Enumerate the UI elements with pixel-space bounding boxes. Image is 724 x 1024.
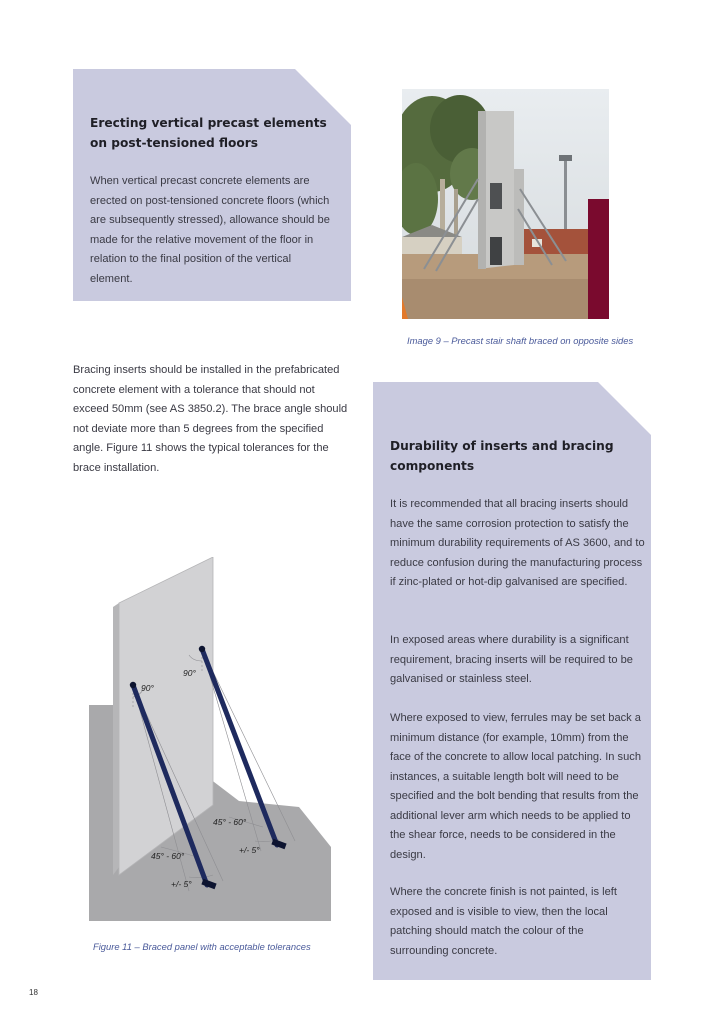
image9-caption: Image 9 – Precast stair shaft braced on opposite sides [407, 335, 634, 346]
durability-paragraph-1: It is recommended that all bracing inserts should have the same corrosion protection to satisfy the minimum durability requirements of AS 3600, and to reduce confusion during the manufacturing process if zinc-plated or hot-dip galvanised are specified. [390, 498, 645, 588]
figure11-diagram [89, 557, 335, 925]
info-box-erecting-title: Erecting vertical precast elements on post-tensioned floors [90, 116, 327, 150]
figure11-caption: Figure 11 – Braced panel with acceptable tolerances [93, 941, 311, 952]
range-label-right: 45° - 60° [213, 817, 247, 827]
durability-paragraph-2: In exposed areas where durability is a significant requirement, bracing inserts will be required to be galvanised or stainless steel. [390, 634, 633, 685]
body-paragraph: Bracing inserts should be installed in the prefabricated concrete element with a tolerance that should not exceed 50mm (see AS 3850.2). The brace angle should not deviate more than 5 degrees from the specified angle. Figure 11 shows the typical tolerances for the brace installation. [73, 364, 348, 474]
image9-photo [402, 89, 609, 319]
info-box-durability-title: Durability of inserts and bracing components [390, 439, 614, 473]
tolerance-label-right: +/- 5° [239, 845, 260, 855]
durability-paragraph-3: Where exposed to view, ferrules may be set back a minimum distance (for example, 10mm) from the face of the concrete to allow local patching. In such instances, a suitable length bolt will need to be specified and the bolt bending that results from the additional lever arm which needs to be applied to the shear force, needs to be considered in the design. [390, 712, 641, 861]
page-number: 18 [29, 988, 38, 997]
angle-label-90-left: 90° [141, 683, 154, 693]
range-label-left: 45° - 60° [151, 851, 185, 861]
angle-label-90-right: 90° [183, 668, 196, 678]
info-box-erecting-body: When vertical precast concrete elements are erected on post-tensioned concrete floors (which are subsequently stressed), allowance should be made for the relative movement of the floor in relation to the final position of the vertical element. [90, 175, 330, 285]
tolerance-label-left: +/- 5° [171, 879, 192, 889]
durability-paragraph-4: Where the concrete finish is not painted, is left exposed and is visible to view, then the local patching should match the colour of the surrounding concrete. [390, 886, 617, 957]
